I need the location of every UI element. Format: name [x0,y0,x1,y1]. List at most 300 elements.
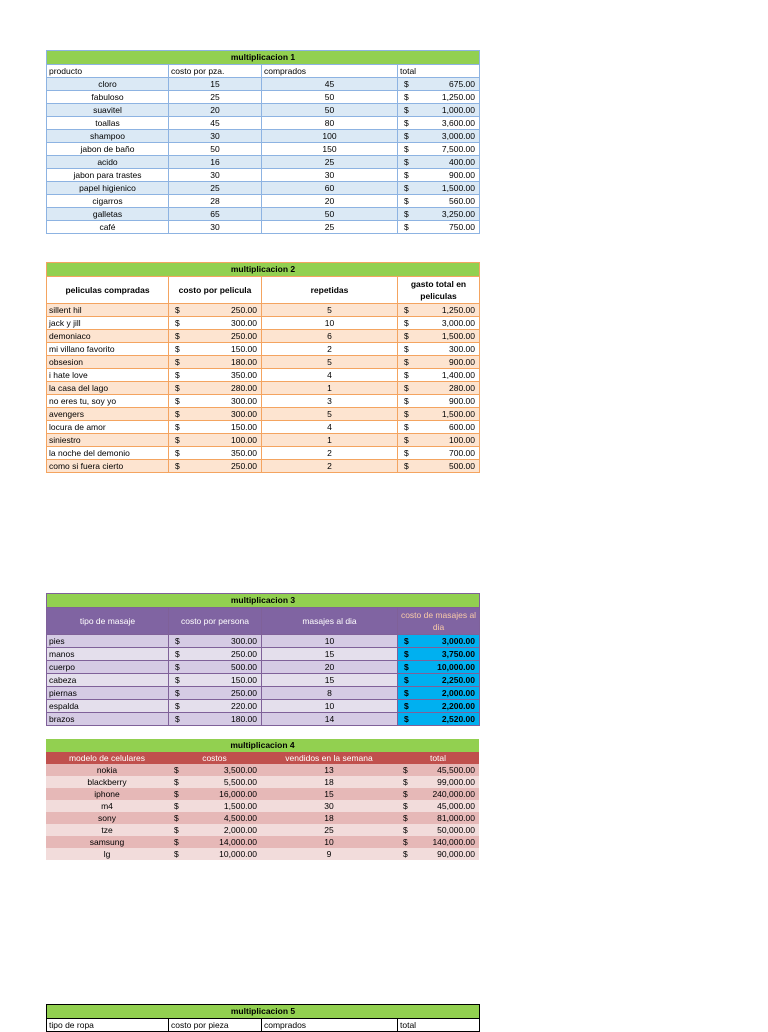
table-cell[interactable]: 18 [261,812,397,824]
currency-symbol: $ [404,305,409,315]
amount: 2,250.00 [441,675,475,685]
amount: 5,500.00 [223,777,257,787]
table-cell[interactable] [398,78,480,91]
table-cell[interactable] [398,369,480,382]
currency-symbol: $ [404,383,409,393]
table-cell[interactable] [168,800,261,812]
table-cell[interactable]: 14 [262,713,398,726]
table-cell[interactable]: 2 [262,447,398,460]
money-value [171,635,259,647]
column-header[interactable]: vendidos en la semana [261,752,397,764]
table-row [47,78,480,91]
table-cell[interactable] [398,117,480,130]
row-label-cell[interactable]: como si fuera cierto [47,460,169,473]
money-value [171,330,259,342]
table-cell[interactable] [398,447,480,460]
amount: 150.00 [231,675,257,685]
table-cell[interactable]: 10 [261,836,397,848]
table-cell[interactable]: 2 [262,343,398,356]
table-cell[interactable]: 10 [262,635,398,648]
table-cell[interactable]: 50 [262,91,398,104]
table-cell[interactable] [397,788,479,800]
row-label-cell[interactable]: suavitel [47,104,169,117]
money-value [399,836,477,848]
column-header[interactable]: costo por persona [169,608,262,635]
table-cell[interactable] [169,635,262,648]
amount: 350.00 [231,370,257,380]
amount: 1,500.00 [223,801,257,811]
header-row [47,65,480,78]
table-title: multiplicacion 4 [46,739,479,752]
table-cell[interactable] [398,674,480,687]
table-row [46,800,479,812]
table-cell[interactable] [398,421,480,434]
column-header[interactable]: gasto total en peliculas [398,277,480,304]
table-cell[interactable]: 15 [262,674,398,687]
currency-symbol: $ [404,396,409,406]
row-label-cell[interactable]: cuerpo [47,661,169,674]
money-value [170,848,259,860]
table-cell[interactable] [169,674,262,687]
table-cell[interactable] [398,635,480,648]
table-cell[interactable]: 20 [169,104,262,117]
row-label-cell[interactable]: locura de amor [47,421,169,434]
table-cell[interactable]: 25 [169,182,262,195]
money-value [400,91,477,103]
table-cell[interactable] [398,104,480,117]
money-value [170,776,259,788]
row-label-cell[interactable]: jabon de baño [47,143,169,156]
row-label-cell[interactable]: jack y jill [47,317,169,330]
table-cell[interactable] [168,836,261,848]
table-row [46,776,479,788]
amount: 2,520.00 [441,714,475,724]
amount: 600.00 [449,422,475,432]
amount: 250.00 [231,461,257,471]
row-label-cell[interactable]: m4 [46,800,168,812]
amount: 1,000.00 [441,105,475,115]
table-cell[interactable]: 15 [169,78,262,91]
row-label-cell[interactable]: nokia [46,764,168,776]
table-cell[interactable] [398,395,480,408]
table-cell[interactable] [398,330,480,343]
row-label-cell[interactable]: toallas [47,117,169,130]
currency-symbol: $ [404,409,409,419]
money-value [400,661,477,673]
column-header[interactable]: peliculas compradas [47,277,169,304]
table-cell[interactable] [168,824,261,836]
amount: 4,500.00 [223,813,257,823]
table-cell[interactable] [398,382,480,395]
table-cell[interactable] [398,713,480,726]
row-label-cell[interactable]: café [47,221,169,234]
table-cell[interactable]: 45 [262,78,398,91]
currency-symbol: $ [404,118,409,128]
table-cell[interactable] [398,195,480,208]
currency-symbol: $ [175,396,180,406]
table-cell[interactable] [168,776,261,788]
money-value [400,635,477,647]
table-row [47,182,480,195]
amount: 3,000.00 [441,318,475,328]
table-cell[interactable] [397,764,479,776]
table-cell[interactable] [398,700,480,713]
amount: 1,250.00 [441,92,475,102]
column-header[interactable]: costos [168,752,261,764]
row-label-cell[interactable]: cigarros [47,195,169,208]
table-cell[interactable] [169,421,262,434]
table-cell[interactable] [169,395,262,408]
money-value [399,788,477,800]
row-label-cell[interactable]: acido [47,156,169,169]
amount: 100.00 [449,435,475,445]
currency-symbol: $ [404,675,409,685]
table-cell[interactable] [398,687,480,700]
row-label-cell[interactable]: brazos [47,713,169,726]
table-cell[interactable]: 45 [169,117,262,130]
sheet-multiplicacion-2 [46,262,479,473]
row-label-cell[interactable]: fabuloso [47,91,169,104]
currency-symbol: $ [175,714,180,724]
table-cell[interactable]: 30 [262,169,398,182]
row-label-cell[interactable]: jabon para trastes [47,169,169,182]
amount: 150.00 [231,422,257,432]
table-cell[interactable] [398,661,480,674]
table-cell[interactable] [169,317,262,330]
table-cell[interactable]: 4 [262,369,398,382]
table-cell[interactable] [169,447,262,460]
money-value [400,182,477,194]
row-label-cell[interactable]: shampoo [47,130,169,143]
column-header[interactable]: costo de masajes al dia [398,608,480,635]
table-cell[interactable]: 10 [262,317,398,330]
row-label-cell[interactable]: sony [46,812,168,824]
table-row [46,812,479,824]
column-header[interactable]: total [398,65,480,78]
column-header[interactable]: costo por pelicula [169,277,262,304]
column-header[interactable]: comprados [262,65,398,78]
row-label-cell[interactable]: la noche del demonio [47,447,169,460]
column-header[interactable]: tipo de masaje [47,608,169,635]
row-label-cell[interactable]: espalda [47,700,169,713]
money-value [400,130,477,142]
column-header[interactable]: tipo de ropa [47,1019,169,1032]
row-label-cell[interactable]: tze [46,824,168,836]
money-value [400,395,477,407]
money-value [171,661,259,673]
table-cell[interactable] [169,343,262,356]
column-header[interactable]: masajes al dia [262,608,398,635]
column-header[interactable]: repetidas [262,277,398,304]
table-cell[interactable] [168,764,261,776]
amount: 140,000.00 [432,837,475,847]
table-row [47,143,480,156]
table-cell[interactable] [169,304,262,317]
table-cell[interactable] [398,343,480,356]
money-value [170,836,259,848]
column-header[interactable]: total [397,752,479,764]
money-value [171,674,259,686]
table-cell[interactable] [168,848,261,860]
money-value [171,408,259,420]
table-cell[interactable] [169,460,262,473]
money-value [171,700,259,712]
money-value [170,812,259,824]
row-label-cell[interactable]: no eres tu, soy yo [47,395,169,408]
table-cell[interactable] [169,356,262,369]
amount: 16,000.00 [219,789,257,799]
row-label-cell[interactable]: i hate love [47,369,169,382]
money-value [400,343,477,355]
row-label-cell[interactable]: manos [47,648,169,661]
row-label-cell[interactable]: avengers [47,408,169,421]
sheet-multiplicacion-5 [46,1004,479,1032]
table-cell[interactable]: 10 [262,700,398,713]
table-row [47,356,480,369]
table-cell[interactable]: 80 [262,117,398,130]
table-cell[interactable] [398,221,480,234]
table-cell[interactable]: 15 [261,788,397,800]
table-cell[interactable] [397,776,479,788]
currency-symbol: $ [404,196,409,206]
table-title: multiplicacion 2 [47,263,480,277]
sheet-multiplicacion-1 [46,50,479,234]
amount: 350.00 [231,448,257,458]
table-cell[interactable]: 28 [169,195,262,208]
money-value [171,687,259,699]
currency-symbol: $ [175,422,180,432]
amount: 10,000.00 [437,662,475,672]
table-row [47,221,480,234]
row-label-cell[interactable]: pies [47,635,169,648]
row-label-cell[interactable]: obsesion [47,356,169,369]
currency-symbol: $ [175,344,180,354]
amount: 3,750.00 [441,649,475,659]
amount: 2,000.00 [441,688,475,698]
table-cell[interactable] [397,848,479,860]
table-cell[interactable] [398,143,480,156]
row-label-cell[interactable]: lg [46,848,168,860]
table-cell[interactable]: 5 [262,356,398,369]
row-label-cell[interactable]: blackberry [46,776,168,788]
table-cell[interactable] [397,812,479,824]
row-label-cell[interactable]: cloro [47,78,169,91]
row-label-cell[interactable]: cabeza [47,674,169,687]
table-cell[interactable]: 1 [262,434,398,447]
amount: 300.00 [449,344,475,354]
currency-symbol: $ [174,777,179,787]
currency-symbol: $ [404,357,409,367]
table-row [46,836,479,848]
table-cell[interactable] [398,130,480,143]
currency-symbol: $ [404,222,409,232]
table-row [47,343,480,356]
money-value [400,78,477,90]
table-cell[interactable]: 16 [169,156,262,169]
table-cell[interactable] [169,369,262,382]
table-title: multiplicacion 1 [47,51,480,65]
amount: 750.00 [449,222,475,232]
table-cell[interactable]: 18 [261,776,397,788]
currency-symbol: $ [404,701,409,711]
table-row [47,713,480,726]
money-value [171,434,259,446]
table-cell[interactable]: 15 [262,648,398,661]
amount: 45,500.00 [437,765,475,775]
table-cell[interactable]: 1 [262,382,398,395]
table-cell[interactable] [169,700,262,713]
table-cell[interactable] [398,169,480,182]
table-row [47,408,480,421]
table-row [47,91,480,104]
column-header[interactable]: costo por pza. [169,65,262,78]
table-cell[interactable]: 30 [261,800,397,812]
table-cell[interactable]: 8 [262,687,398,700]
currency-symbol: $ [403,813,408,823]
row-label-cell[interactable]: demoniaco [47,330,169,343]
table-cell[interactable] [169,648,262,661]
table-row [47,330,480,343]
table-cell[interactable] [398,460,480,473]
table-cell[interactable] [169,434,262,447]
row-label-cell[interactable]: samsung [46,836,168,848]
column-header[interactable]: producto [47,65,169,78]
column-header[interactable]: comprados [262,1019,398,1032]
table-cell[interactable]: 100 [262,130,398,143]
table-cell[interactable]: 25 [262,221,398,234]
row-label-cell[interactable]: sillent hil [47,304,169,317]
table-cell[interactable]: 20 [262,195,398,208]
table-cell[interactable] [398,156,480,169]
table-cell[interactable] [398,317,480,330]
table-cell[interactable] [169,713,262,726]
currency-symbol: $ [174,789,179,799]
amount: 300.00 [231,409,257,419]
money-value [400,434,477,446]
table-row [47,460,480,473]
table-cell[interactable] [397,836,479,848]
column-header[interactable]: modelo de celulares [46,752,168,764]
column-header[interactable]: costo por pieza [169,1019,262,1032]
table-cell[interactable] [398,648,480,661]
money-value [400,447,477,459]
table-cell[interactable]: 6 [262,330,398,343]
money-value [170,788,259,800]
table-cell[interactable]: 5 [262,408,398,421]
money-value [400,104,477,116]
table-cell[interactable]: 60 [262,182,398,195]
table-cell[interactable] [397,800,479,812]
table-cell[interactable] [168,812,261,824]
currency-symbol: $ [404,79,409,89]
row-label-cell[interactable]: papel higienico [47,182,169,195]
row-label-cell[interactable]: piernas [47,687,169,700]
table-cell[interactable] [169,687,262,700]
currency-symbol: $ [404,131,409,141]
money-value [170,800,259,812]
currency-symbol: $ [175,701,180,711]
money-value [170,764,259,776]
table-title: multiplicacion 5 [47,1005,480,1019]
table-cell[interactable]: 20 [262,661,398,674]
table-cell[interactable] [169,408,262,421]
currency-symbol: $ [404,422,409,432]
table-cell[interactable] [169,661,262,674]
row-label-cell[interactable]: la casa del lago [47,382,169,395]
table-cell[interactable]: 9 [261,848,397,860]
table-cell[interactable]: 50 [262,104,398,117]
table-cell[interactable] [398,434,480,447]
row-label-cell[interactable]: siniestro [47,434,169,447]
table-cell[interactable]: 4 [262,421,398,434]
row-label-cell[interactable]: iphone [46,788,168,800]
amount: 3,600.00 [441,118,475,128]
table-cell[interactable]: 5 [262,304,398,317]
table-cell[interactable] [398,208,480,221]
table-cell[interactable] [398,408,480,421]
table-cell[interactable]: 25 [262,156,398,169]
amount: 250.00 [231,688,257,698]
table-cell[interactable]: 30 [169,221,262,234]
table-cell[interactable]: 25 [169,91,262,104]
amount: 99,000.00 [437,777,475,787]
table-cell[interactable] [398,182,480,195]
table-cell[interactable] [169,330,262,343]
money-value [171,713,259,725]
table-cell[interactable]: 3 [262,395,398,408]
table-cell[interactable] [168,788,261,800]
table-cell[interactable]: 30 [169,130,262,143]
table-cell[interactable]: 2 [262,460,398,473]
row-label-cell[interactable]: galletas [47,208,169,221]
currency-symbol: $ [404,649,409,659]
currency-symbol: $ [403,825,408,835]
table-cell[interactable] [398,91,480,104]
currency-symbol: $ [175,662,180,672]
table-cell[interactable]: 30 [169,169,262,182]
currency-symbol: $ [175,461,180,471]
currency-symbol: $ [175,318,180,328]
column-header[interactable]: total [398,1019,480,1032]
table-cell[interactable]: 25 [261,824,397,836]
amount: 700.00 [449,448,475,458]
table-row [47,208,480,221]
money-value [171,343,259,355]
table-cell[interactable] [169,382,262,395]
amount: 900.00 [449,357,475,367]
currency-symbol: $ [404,714,409,724]
table-row [47,104,480,117]
table-row [47,317,480,330]
table-cell[interactable]: 150 [262,143,398,156]
table-cell[interactable]: 13 [261,764,397,776]
table-cell[interactable] [398,356,480,369]
money-value [400,369,477,381]
row-label-cell[interactable]: mi villano favorito [47,343,169,356]
table-multiplicacion-2 [46,262,480,473]
amount: 7,500.00 [441,144,475,154]
table-row [47,382,480,395]
table-cell[interactable] [397,824,479,836]
money-value [400,143,477,155]
money-value [400,304,477,316]
table-cell[interactable]: 65 [169,208,262,221]
table-cell[interactable]: 50 [262,208,398,221]
amount: 90,000.00 [437,849,475,859]
table-cell[interactable]: 50 [169,143,262,156]
table-cell[interactable] [398,304,480,317]
currency-symbol: $ [404,170,409,180]
